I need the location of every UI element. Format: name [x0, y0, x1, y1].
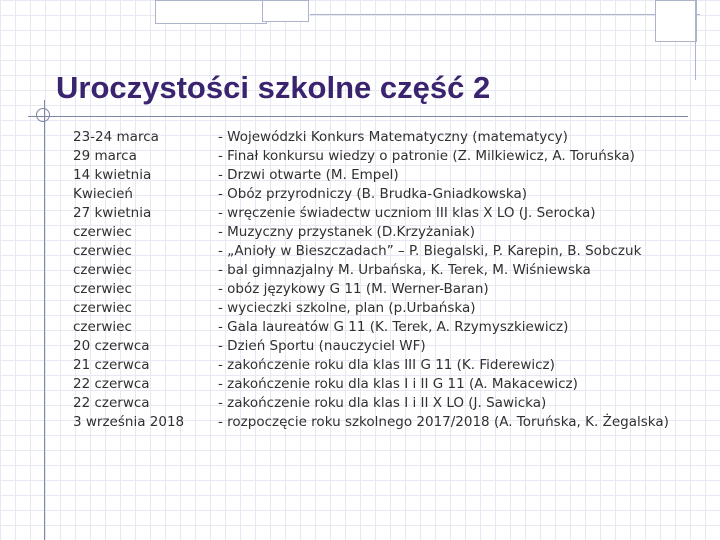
event-description: - Drzwi otwarte (M. Empel) [218, 167, 399, 183]
event-description: - Dzień Sportu (nauczyciel WF) [218, 338, 426, 354]
event-date: czerwiec [73, 262, 132, 278]
schedule-row [0, 413, 720, 432]
event-description: - rozpoczęcie roku szkolnego 2017/2018 (A. Toruńska, K. Żegalska) [218, 414, 669, 430]
event-schedule [0, 128, 720, 432]
schedule-row [0, 166, 720, 185]
decorative-square-top-left [155, 0, 267, 24]
slide-title: Uroczystości szkolne część 2 [56, 70, 491, 105]
event-date: czerwiec [73, 300, 132, 316]
event-date: czerwiec [73, 243, 132, 259]
event-date: czerwiec [73, 281, 132, 297]
event-description: - Gala laureatów G 11 (K. Terek, A. Rzymyszkiewicz) [218, 319, 569, 335]
event-date: 20 czerwca [73, 338, 150, 354]
schedule-row [0, 394, 720, 413]
schedule-row [0, 185, 720, 204]
event-description: - „Anioły w Bieszczadach” – P. Biegalski, P. Karepin, B. Sobczuk [218, 243, 642, 259]
event-date: Kwiecień [73, 186, 133, 202]
decorative-top-line [310, 14, 700, 15]
event-description: - Finał konkursu wiedzy o patronie (Z. Milkiewicz, A. Toruńska) [218, 148, 635, 164]
event-description: - wycieczki szkolne, plan (p.Urbańska) [218, 300, 476, 316]
schedule-row [0, 299, 720, 318]
event-description: - bal gimnazjalny M. Urbańska, K. Terek, M. Wiśniewska [218, 262, 591, 278]
schedule-row [0, 375, 720, 394]
schedule-row [0, 280, 720, 299]
event-description: - zakończenie roku dla klas III G 11 (K. Fiderewicz) [218, 357, 555, 373]
schedule-row [0, 147, 720, 166]
event-description: - Obóz przyrodniczy (B. Brudka-Gniadkowska) [218, 186, 528, 202]
schedule-row [0, 356, 720, 375]
schedule-row [0, 128, 720, 147]
decorative-square-top-right [655, 0, 697, 42]
event-date: 23-24 marca [73, 129, 159, 145]
schedule-row [0, 337, 720, 356]
title-underline [28, 116, 688, 117]
event-description: - zakończenie roku dla klas I i II G 11 (A. Makacewicz) [218, 376, 578, 392]
event-date: 14 kwietnia [73, 167, 152, 183]
event-date: 27 kwietnia [73, 205, 152, 221]
event-date: czerwiec [73, 319, 132, 335]
event-date: czerwiec [73, 224, 132, 240]
schedule-row [0, 223, 720, 242]
schedule-row [0, 261, 720, 280]
crosshair-circle-icon [36, 108, 50, 122]
schedule-row [0, 242, 720, 261]
event-description: - obóz językowy G 11 (M. Werner-Baran) [218, 281, 489, 297]
decorative-square-top-mid [262, 0, 309, 22]
event-date: 29 marca [73, 148, 137, 164]
decorative-right-line [695, 0, 696, 80]
event-description: - Muzyczny przystanek (D.Krzyżaniak) [218, 224, 476, 240]
schedule-row [0, 318, 720, 337]
schedule-row [0, 204, 720, 223]
event-description: - wręczenie świadectw uczniom III klas X LO (J. Serocka) [218, 205, 596, 221]
event-date: 22 czerwca [73, 376, 150, 392]
event-description: - Wojewódzki Konkurs Matematyczny (matematycy) [218, 129, 568, 145]
event-date: 22 czerwca [73, 395, 150, 411]
event-date: 3 września 2018 [73, 414, 185, 430]
event-date: 21 czerwca [73, 357, 150, 373]
event-description: - zakończenie roku dla klas I i II X LO (J. Sawicka) [218, 395, 547, 411]
